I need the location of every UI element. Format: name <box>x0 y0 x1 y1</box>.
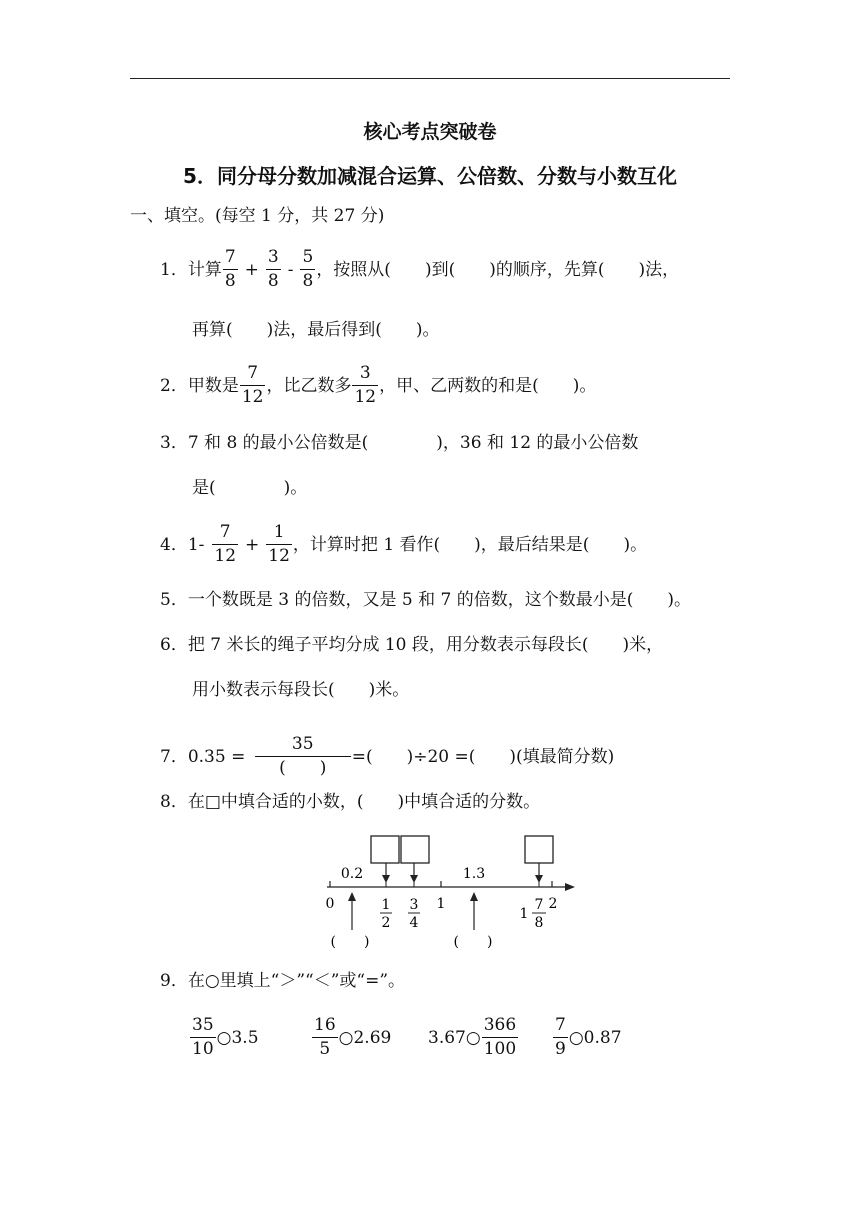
fraction: $\frac{35}{( )}$ <box>255 736 351 777</box>
question-3-text-a: 7 和 8 的最小公倍数是( )，36 和 12 的最小公倍数 <box>187 433 639 453</box>
tick-label-bottom: 2 <box>548 896 558 912</box>
comparison-item-2 <box>311 1015 392 1059</box>
question-7-pre: 0.35 = <box>187 747 246 767</box>
fraction: $\frac{7}{8}$ <box>224 247 236 291</box>
fraction: $\frac{5}{8}$ <box>302 247 314 291</box>
fraction-numerator: 7 <box>534 897 544 913</box>
page-title: 核心考点突破卷 <box>363 121 497 143</box>
fraction: $\frac{1}{12}$ <box>268 522 290 566</box>
down-arrow-icon <box>410 875 418 883</box>
up-arrow-icon <box>348 892 356 901</box>
question-number: 2． <box>160 376 188 396</box>
fraction: $\frac{16}{5}$ <box>314 1015 336 1059</box>
question-4-post: ，计算时把 1 看作( )，最后结果是( )。 <box>292 535 648 555</box>
operator: + <box>245 535 260 555</box>
fraction: $\frac{3}{8}$ <box>267 247 279 291</box>
question-number: 7． <box>160 747 188 767</box>
question-number: 3． <box>160 433 188 453</box>
axis-arrowhead <box>565 883 575 891</box>
question-3-text-b: 是( )。 <box>192 478 308 498</box>
question-1-pre: 计算 <box>187 260 222 280</box>
question-number: 9． <box>160 971 188 991</box>
compare-circle[interactable]: ○ <box>465 1028 481 1048</box>
compare-value: 2.69 <box>353 1028 392 1048</box>
answer-box <box>401 836 429 863</box>
down-arrow-icon <box>382 875 390 883</box>
compare-circle[interactable]: ○ <box>338 1028 354 1048</box>
fraction-denominator: 4 <box>409 915 419 931</box>
question-6-text-a: 把 7 米长的绳子平均分成 10 段，用分数表示每段长( )米， <box>187 635 664 655</box>
question-4-pre: 1- <box>187 535 205 555</box>
tick-label-top: 1.3 <box>462 866 486 882</box>
operator: - <box>287 260 294 280</box>
question-9-text: 在○里填上“＞”“＜”或“=”。 <box>187 971 406 991</box>
question-2-pre: 甲数是 <box>187 376 239 396</box>
answer-blank: ( ) <box>330 934 370 950</box>
compare-circle[interactable]: ○ <box>568 1028 584 1048</box>
tick-label-bottom: 0 <box>325 896 335 912</box>
fraction: $\frac{7}{12}$ <box>214 522 237 566</box>
question-7-post: =( )÷20 =( )(填最简分数) <box>351 747 615 767</box>
tick-label-bottom: 1 <box>436 896 446 912</box>
comparison-item-3 <box>428 1015 519 1059</box>
question-number: 5． <box>160 590 188 610</box>
question-number: 1． <box>160 260 188 280</box>
fraction-numerator: 1 <box>381 897 391 913</box>
section-heading: 一、填空。(每空 1 分，共 27 分) <box>130 206 385 226</box>
fraction-numerator: 3 <box>409 897 419 913</box>
comparison-item-4 <box>552 1015 622 1059</box>
fraction: $\frac{7}{12}$ <box>241 363 264 407</box>
compare-value: 3.67 <box>428 1028 466 1048</box>
question-number: 6． <box>160 635 188 655</box>
mixed-whole: 1 <box>519 906 529 922</box>
down-arrow-icon <box>535 875 543 883</box>
question-number: 8． <box>160 792 188 812</box>
answer-blank: ( ) <box>453 934 493 950</box>
question-9 <box>160 973 405 990</box>
operator: + <box>244 260 259 280</box>
fraction: $\frac{7}{9}$ <box>555 1015 566 1059</box>
compare-value: 3.5 <box>231 1028 259 1048</box>
answer-box <box>371 836 399 863</box>
question-2-mid: ，比乙数多 <box>266 376 352 396</box>
fraction: $\frac{3}{12}$ <box>354 363 377 407</box>
fraction: $\frac{35}{10}$ <box>192 1015 214 1059</box>
question-6-text-b: 用小数表示每段长( )米。 <box>192 680 410 700</box>
question-8-text: 在□中填合适的小数，( )中填合适的分数。 <box>187 792 541 812</box>
fraction-denominator: 2 <box>381 915 391 931</box>
question-2-post: ，甲、乙两数的和是( )。 <box>379 376 597 396</box>
question-number: 4． <box>160 535 188 555</box>
compare-circle[interactable]: ○ <box>216 1028 232 1048</box>
up-arrow-icon <box>470 892 478 901</box>
tick-label-top: 0.2 <box>340 866 364 882</box>
fraction: $\frac{366}{100}$ <box>483 1015 517 1059</box>
compare-value: 0.87 <box>583 1028 622 1048</box>
page-subtitle: 5．同分母分数加减混合运算、公倍数、分数与小数互化 <box>183 164 677 188</box>
question-1-text-a: ，按照从( )到( )的顺序，先算( )法， <box>316 260 680 280</box>
answer-box <box>525 836 553 863</box>
question-5-text: 一个数既是 3 的倍数，又是 5 和 7 的倍数，这个数最小是( )。 <box>187 590 691 610</box>
question-1-text-b: 再算( )法，最后得到( )。 <box>192 320 440 340</box>
comparison-item-1 <box>189 1015 259 1059</box>
fraction-denominator: 8 <box>534 915 544 931</box>
